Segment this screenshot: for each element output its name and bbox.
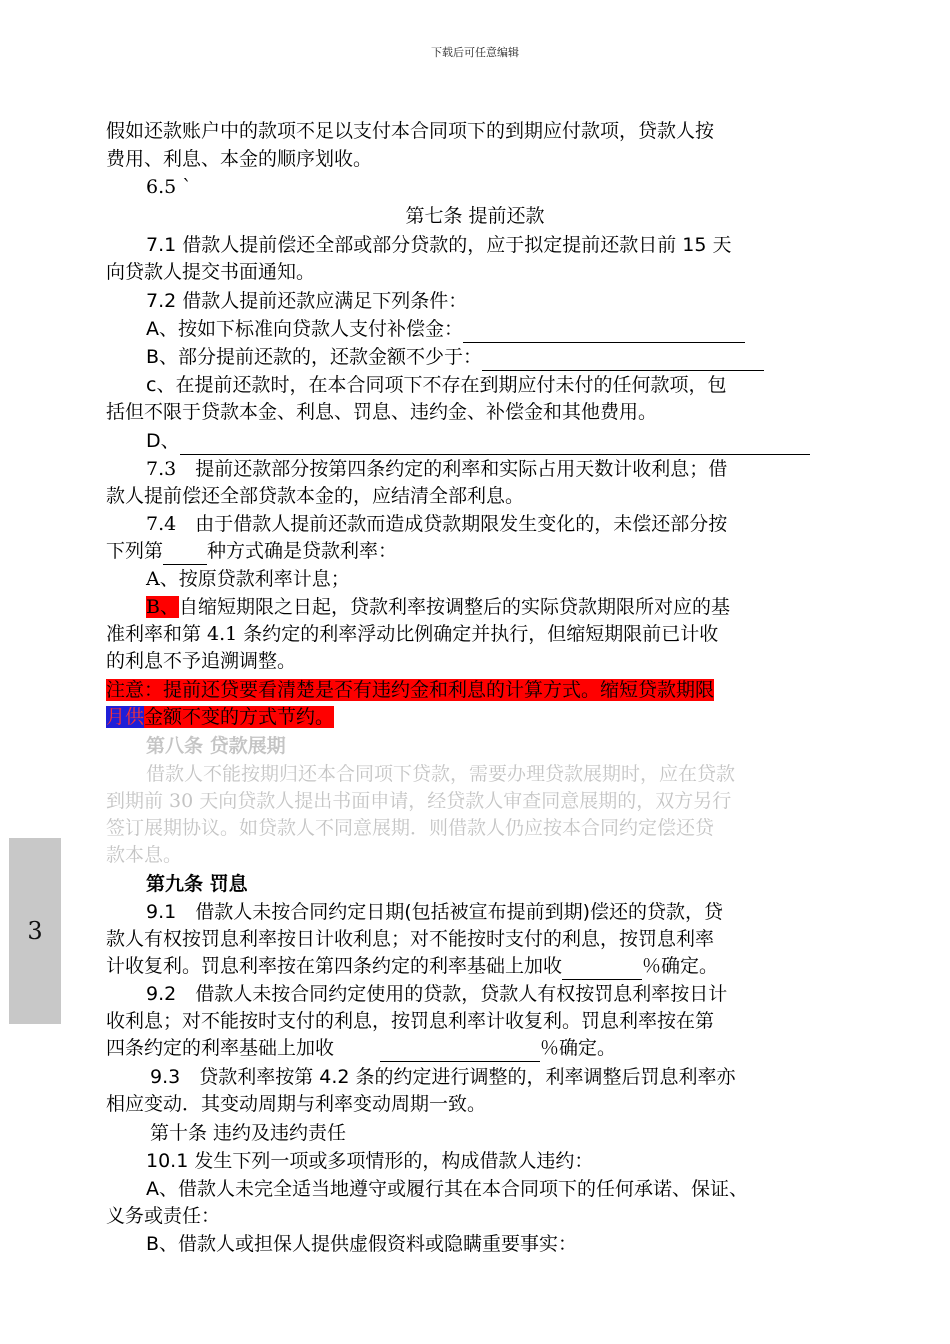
- article-7-title: 第七条 提前还款: [405, 205, 545, 227]
- fill-blank[interactable]: [463, 322, 745, 343]
- article-8-text: 签订展期协议。如贷款人不同意展期．则借款人仍应按本合同约定偿还贷: [106, 817, 715, 839]
- clause-10-1-a-cont: 义务或责任：: [106, 1205, 221, 1227]
- article-8-text: 款本息。: [106, 844, 183, 866]
- fill-blank[interactable]: [482, 350, 764, 371]
- page-number: 3: [27, 917, 43, 945]
- article-8-text: 借款人不能按期归还本合同项下贷款，需要办理贷款展期时，应在贷款: [146, 763, 736, 785]
- clause-text: 种方式确是贷款利率：: [207, 540, 398, 562]
- clause-10-1-b: B、借款人或担保人提供虚假资料或隐瞒重要事实：: [146, 1233, 578, 1255]
- clause-7-4-b: [146, 594, 730, 621]
- fill-blank[interactable]: [180, 434, 810, 455]
- clause-text: D、: [146, 430, 180, 452]
- clause-7-4-cont: [106, 538, 397, 565]
- note-line: [106, 677, 714, 704]
- note-highlight: 金额不变的方式节约。: [144, 706, 335, 728]
- article-9-title: 第九条 罚息: [146, 873, 248, 895]
- clause-9-3: 9.3 贷款利率按第 4.2 条的约定进行调整的，利率调整后罚息利率亦: [150, 1066, 736, 1088]
- clause-text: ％确定。: [642, 955, 719, 977]
- paragraph-line: 假如还款账户中的款项不足以支付本合同项下的到期应付款项，贷款人按: [106, 120, 715, 142]
- clause-7-3-cont: 款人提前偿还全部贷款本金的，应结清全部利息。: [106, 485, 525, 507]
- clause-text: 下列第: [106, 540, 164, 562]
- clause-9-2-cont: [106, 1035, 616, 1062]
- article-10-title: 第十条 违约及违约责任: [150, 1122, 347, 1144]
- clause-7-1: 7.1 借款人提前偿还全部或部分贷款的，应于拟定提前还款日前 15 天: [146, 234, 732, 256]
- page-header: 下载后可任意编辑: [431, 46, 519, 59]
- clause-9-2: 9.2 借款人未按合同约定使用的贷款，贷款人有权按罚息利率按日计: [146, 983, 728, 1005]
- clause-7-2-c: c、在提前还款时，在本合同项下不存在到期应付未付的任何款项，包: [146, 374, 727, 396]
- clause-7-2-d: [146, 428, 810, 455]
- clause-text: ％确定。: [540, 1037, 617, 1059]
- page-number-tab: [9, 838, 61, 1024]
- clause-text: A、按如下标准向贷款人支付补偿金：: [146, 318, 463, 340]
- paragraph-line: 费用、利息、本金的顺序划收。: [106, 148, 373, 170]
- clause-text: 自缩短期限之日起，贷款利率按调整后的实际贷款期限所对应的基: [178, 596, 730, 618]
- highlight-label: B、: [146, 596, 179, 618]
- note-line: [106, 704, 334, 731]
- clause-7-3: 7.3 提前还款部分按第四条约定的利率和实际占用天数计收利息；借: [146, 458, 728, 480]
- note-highlight: 注意：提前还贷要看清楚是否有违约金和利息的计算方式。缩短贷款期限: [106, 679, 715, 701]
- clause-text: 计收复利。罚息利率按在第四条约定的利率基础上加收: [106, 955, 563, 977]
- clause-7-4-b-cont: 的利息不予追溯调整。: [106, 650, 297, 672]
- fill-blank[interactable]: [380, 1041, 540, 1062]
- article-8-text: 到期前 30 天向贷款人提出书面申请，经贷款人审查同意展期的，双方另行: [106, 790, 732, 812]
- article-8-title: 第八条 贷款展期: [146, 735, 286, 757]
- clause-7-2: 7.2 借款人提前还款应满足下列条件：: [146, 290, 468, 312]
- clause-text: B、部分提前还款的，还款金额不少于：: [146, 346, 483, 368]
- clause-9-2-cont: 收利息；对不能按时支付的利息，按罚息利率计收复利。罚息利率按在第: [106, 1010, 715, 1032]
- clause-7-4: 7.4 由于借款人提前还款而造成贷款期限发生变化的，未偿还部分按: [146, 513, 728, 535]
- clause-7-2-a: [146, 316, 745, 343]
- clause-7-4-a: A、按原贷款利率计息；: [146, 568, 350, 590]
- clause-7-2-c-cont: 括但不限于贷款本金、利息、罚息、违约金、补偿金和其他费用。: [106, 401, 658, 423]
- clause-10-1-a: A、借款人未完全适当地遵守或履行其在本合同项下的任何承诺、保证、: [146, 1178, 748, 1200]
- clause-7-1-cont: 向贷款人提交书面通知。: [106, 261, 316, 283]
- clause-9-3-cont: 相应变动．其变动周期与利率变动周期一致。: [106, 1093, 487, 1115]
- clause-9-1-cont: 款人有权按罚息利率按日计收利息；对不能按时支付的利息，按罚息利率: [106, 928, 715, 950]
- note-highlight-blue: 月供: [106, 706, 145, 728]
- clause-text: 四条约定的利率基础上加收: [106, 1037, 335, 1059]
- clause-9-1-cont: [106, 953, 718, 980]
- clause-7-2-b: [146, 344, 764, 371]
- clause-9-1: 9.1 借款人未按合同约定日期(包括被宣布提前到期)偿还的贷款，贷: [146, 901, 724, 923]
- fill-blank[interactable]: [562, 959, 642, 980]
- clause-7-4-b-cont: 准利率和第 4.1 条约定的利率浮动比例确定并执行，但缩短期限前已计收: [106, 623, 719, 645]
- clause-number: 6.5 `: [146, 176, 192, 198]
- clause-10-1: 10.1 发生下列一项或多项情形的，构成借款人违约：: [146, 1150, 594, 1172]
- fill-blank[interactable]: [163, 544, 207, 565]
